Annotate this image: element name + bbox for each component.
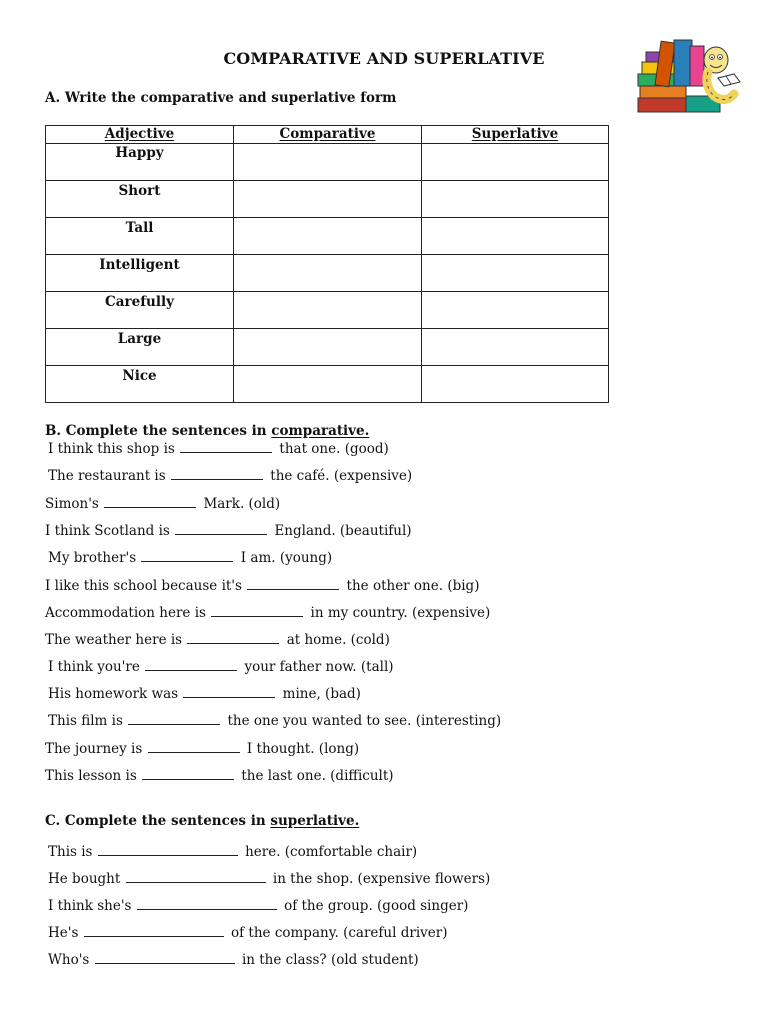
column-header-adjective: Adjective [46,126,234,144]
sentence-b-3 [45,496,280,512]
sentence-text-after: the café. (expensive) [270,468,413,484]
column-header-comparative: Comparative [234,126,422,144]
section-c-heading-prefix: C. Complete the sentences in [45,813,271,829]
sentence-text-after: I am. (young) [240,550,333,566]
sentence-text-before: The restaurant is [48,468,166,484]
comparative-answer-cell[interactable] [234,218,422,255]
sentence-b-4 [45,523,412,539]
sentence-b-2 [48,468,412,484]
section-b-heading-prefix: B. Complete the sentences in [45,423,272,439]
superlative-answer-cell[interactable] [422,329,609,366]
sentence-b-5 [48,550,332,566]
section-c-heading [45,813,359,829]
sentence-b-10 [48,686,361,702]
superlative-answer-cell[interactable] [422,255,609,292]
table-row [46,329,609,366]
sentence-b-13 [45,768,394,784]
answer-blank[interactable] [142,768,234,780]
section-b-heading-keyword: comparative. [271,423,370,439]
adjective-cell: Tall [46,218,234,255]
sentence-text-after: here. (comfortable chair) [245,844,418,860]
adjective-cell: Short [46,181,234,218]
sentence-text-after: in the class? (old student) [241,952,419,968]
sentence-text-after: of the group. (good singer) [284,898,469,914]
adjective-cell: Happy [46,144,234,181]
section-a-heading: A. Write the comparative and superlative form [45,90,397,106]
sentence-text-after: that one. (good) [279,441,389,457]
sentence-b-11 [48,713,501,729]
sentence-b-12 [45,741,359,757]
table-row [46,366,609,403]
sentence-c-4 [48,925,447,941]
answer-blank[interactable] [98,844,238,856]
column-header-superlative: Superlative [422,126,609,144]
sentence-b-1 [48,441,389,457]
answer-blank[interactable] [175,523,267,535]
adjective-cell: Intelligent [46,255,234,292]
answer-blank[interactable] [211,605,303,617]
sentence-c-1 [48,844,417,860]
table-row [46,218,609,255]
answer-blank[interactable] [247,578,339,590]
superlative-answer-cell[interactable] [422,366,609,403]
sentence-c-3 [48,898,468,914]
answer-blank[interactable] [183,686,275,698]
sentence-text-before: This lesson is [45,768,137,784]
answer-blank[interactable] [148,741,240,753]
sentence-text-after: the last one. (difficult) [241,768,394,784]
sentence-text-before: Accommodation here is [45,605,206,621]
answer-blank[interactable] [104,496,196,508]
sentence-text-after: Mark. (old) [203,496,281,512]
section-b-heading [45,423,369,439]
sentence-text-before: My brother's [48,550,137,566]
sentence-text-before: I think she's [48,898,132,914]
sentence-text-after: I thought. (long) [246,741,360,757]
sentence-b-9 [48,659,394,675]
sentence-text-before: The weather here is [45,632,183,648]
sentence-text-before: He bought [48,871,121,887]
sentence-text-after: your father now. (tall) [244,659,394,675]
sentence-text-before: I think Scotland is [45,523,170,539]
comparative-answer-cell[interactable] [234,292,422,329]
sentence-b-7 [45,605,490,621]
superlative-answer-cell[interactable] [422,181,609,218]
adjective-table [45,125,609,403]
sentence-text-after: of the company. (careful driver) [231,925,448,941]
table-row [46,181,609,218]
comparative-answer-cell[interactable] [234,255,422,292]
sentence-text-before: I like this school because it's [45,578,242,594]
answer-blank[interactable] [137,898,277,910]
section-c-heading-keyword: superlative. [270,813,360,829]
sentence-text-after: the one you wanted to see. (interesting) [227,713,502,729]
sentence-text-after: the other one. (big) [346,578,480,594]
sentence-text-before: The journey is [45,741,143,757]
page-title: COMPARATIVE AND SUPERLATIVE [223,49,545,68]
comparative-answer-cell[interactable] [234,366,422,403]
answer-blank[interactable] [145,659,237,671]
answer-blank[interactable] [95,952,235,964]
adjective-cell: Nice [46,366,234,403]
answer-blank[interactable] [180,441,272,453]
answer-blank[interactable] [187,632,279,644]
sentence-text-before: He's [48,925,79,941]
answer-blank[interactable] [171,468,263,480]
sentence-text-before: Who's [48,952,90,968]
superlative-answer-cell[interactable] [422,292,609,329]
sentence-text-before: This is [48,844,93,860]
table-row [46,144,609,181]
answer-blank[interactable] [141,550,233,562]
table-row [46,292,609,329]
table-row [46,255,609,292]
answer-blank[interactable] [84,925,224,937]
sentence-b-6 [45,578,479,594]
sentence-c-5 [48,952,419,968]
comparative-answer-cell[interactable] [234,181,422,218]
books-and-bookworm-clipart [634,38,744,118]
sentence-text-after: at home. (cold) [286,632,390,648]
answer-blank[interactable] [128,713,220,725]
superlative-answer-cell[interactable] [422,218,609,255]
answer-blank[interactable] [126,871,266,883]
superlative-answer-cell[interactable] [422,144,609,181]
adjective-cell: Large [46,329,234,366]
sentence-text-after: mine, (bad) [282,686,361,702]
adjective-cell: Carefully [46,292,234,329]
sentence-text-before: Simon's [45,496,99,512]
sentence-b-8 [45,632,390,648]
comparative-answer-cell[interactable] [234,329,422,366]
sentence-text-after: England. (beautiful) [274,523,412,539]
comparative-answer-cell[interactable] [234,144,422,181]
sentence-text-before: I think this shop is [48,441,175,457]
sentence-text-before: His homework was [48,686,179,702]
sentence-text-before: This film is [48,713,123,729]
sentence-text-after: in my country. (expensive) [310,605,491,621]
sentence-text-after: in the shop. (expensive flowers) [272,871,491,887]
sentence-c-2 [48,871,490,887]
sentence-text-before: I think you're [48,659,140,675]
